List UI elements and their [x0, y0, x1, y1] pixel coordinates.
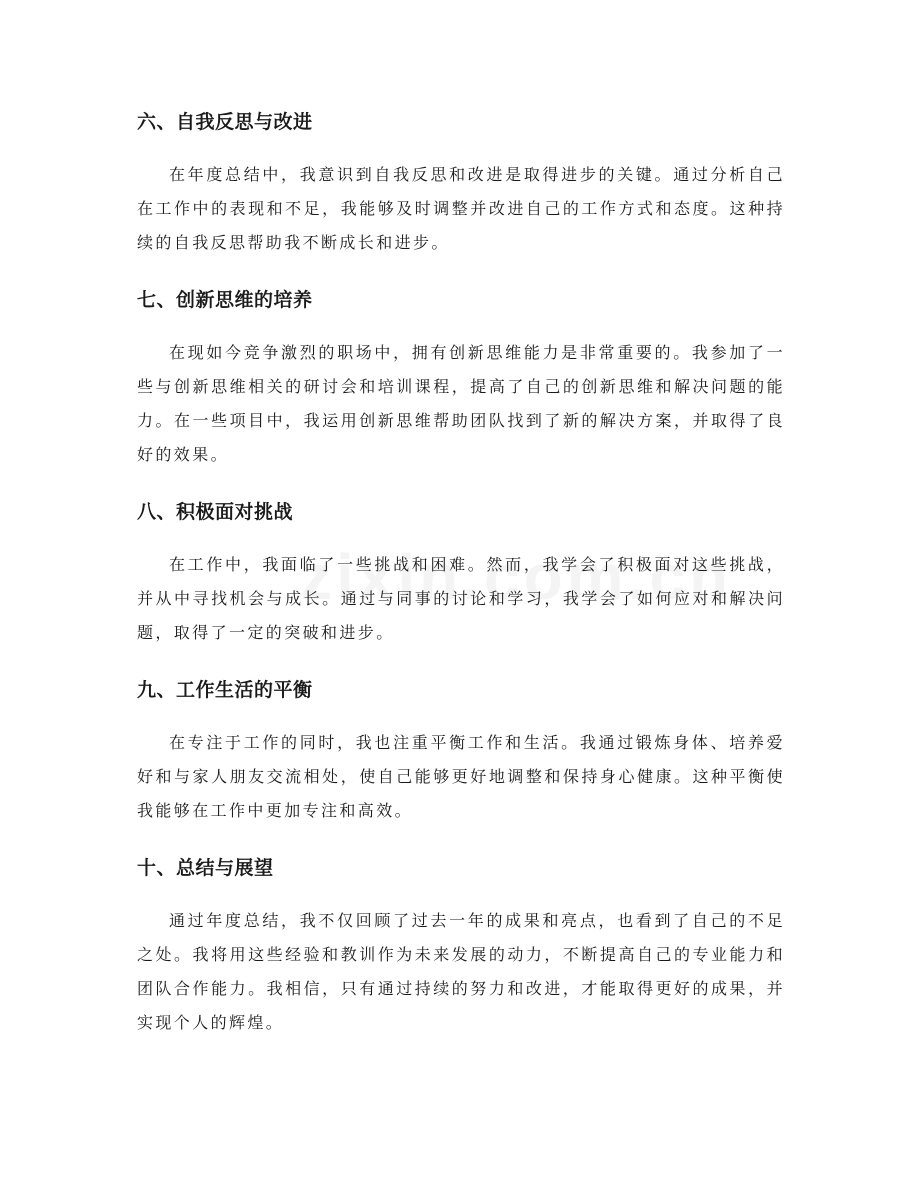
section-paragraph: 通过年度总结，我不仅回顾了过去一年的成果和亮点，也看到了自己的不足之处。我将用这些经验和教训作为未来发展的动力，不断提高自己的专业能力和团队合作能力。我相信，只有通过持续的努力和改进，才能取得更好的成果，并实现个人的辉煌。 — [137, 911, 785, 1032]
section-heading: 十、总结与展望 — [137, 857, 274, 879]
section-heading: 七、创新思维的培养 — [137, 289, 313, 311]
section-paragraph: 在现如今竞争激烈的职场中，拥有创新思维能力是非常重要的。我参加了一些与创新思维相关的研讨会和培训课程，提高了自己的创新思维和解决问题的能力。在一些项目中，我运用创新思维帮助团队找到了新的解决方案，并取得了良好的效果。 — [137, 343, 785, 464]
section-challenges — [137, 494, 785, 650]
section-heading: 八、积极面对挑战 — [137, 501, 294, 523]
section-self-reflection — [137, 104, 785, 260]
section-heading: 六、自我反思与改进 — [137, 111, 313, 133]
section-paragraph: 在工作中，我面临了一些挑战和困难。然而，我学会了积极面对这些挑战，并从中寻找机会与成长。通过与同事的讨论和学习，我学会了如何应对和解决问题，取得了一定的突破和进步。 — [137, 555, 785, 642]
section-summary-outlook — [137, 850, 785, 1040]
section-work-life-balance — [137, 672, 785, 828]
section-heading: 九、工作生活的平衡 — [137, 679, 313, 701]
section-paragraph: 在年度总结中，我意识到自我反思和改进是取得进步的关键。通过分析自己在工作中的表现和不足，我能够及时调整并改进自己的工作方式和态度。这种持续的自我反思帮助我不断成长和进步。 — [137, 165, 785, 252]
document-content — [137, 104, 785, 1040]
section-innovation — [137, 282, 785, 472]
section-paragraph: 在专注于工作的同时，我也注重平衡工作和生活。我通过锻炼身体、培养爱好和与家人朋友交流相处，使自己能够更好地调整和保持身心健康。这种平衡使我能够在工作中更加专注和高效。 — [137, 733, 785, 820]
